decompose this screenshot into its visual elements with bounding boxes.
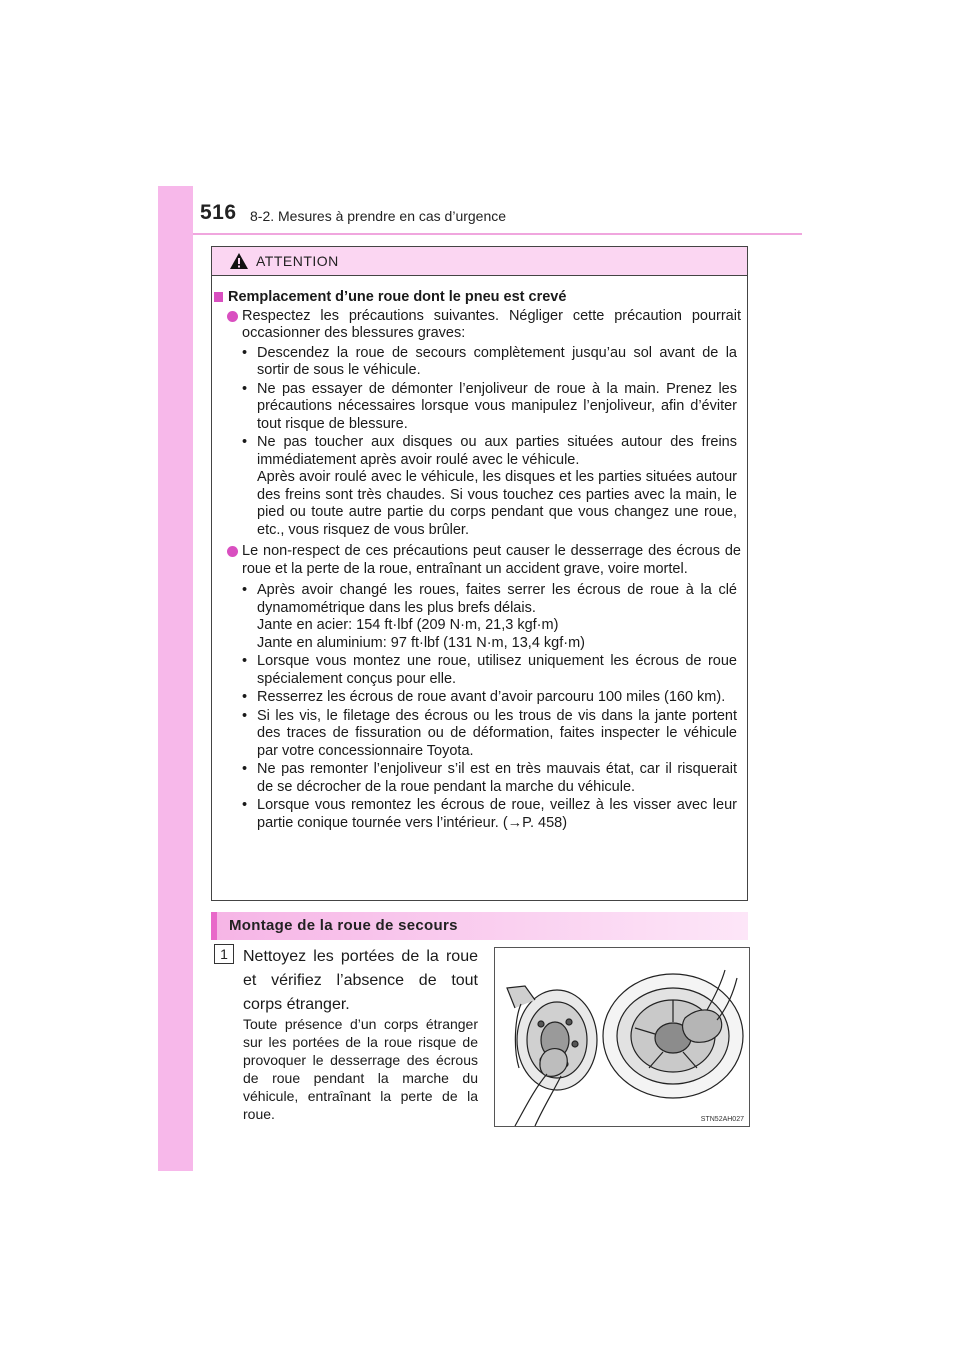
warning-item-1-text: Respectez les précautions suivantes. Négliger cette précaution pourrait occasionner des blessures graves: [242, 307, 741, 341]
circle-bullet-icon [227, 311, 238, 322]
section-title: 8-2. Mesures à prendre en cas d’urgence [250, 208, 507, 224]
bullet-item: • Lorsque vous remontez les écrous de roue, veillez à les visser avec leur partie conique tournée vers l’intérieur. (→P. 458) [242, 797, 737, 832]
header-divider [193, 233, 802, 235]
square-bullet-icon [214, 292, 223, 302]
warning-box [211, 246, 748, 901]
warning-heading [212, 289, 747, 307]
warning-body [212, 289, 747, 833]
step-number-badge: 1 [214, 944, 234, 964]
bullet-item: • Si les vis, le filetage des écrous ou les trous de vis dans la jante portent des traces de fissuration ou de déformation, faites inspecter le véhicule par votre concessionnaire Toyota. [242, 708, 737, 761]
warning-title: ATTENTION [256, 253, 339, 269]
bullet-item: • Descendez la roue de secours complètement jusqu’au sol avant de la sortir de sous le véhicule. [242, 345, 737, 380]
warning-header [212, 247, 747, 276]
warning-item-2-text: Le non-respect de ces précautions peut causer le desserrage des écrous de roue et la perte de la roue, entraînant un accident grave, voire mortel. [242, 543, 741, 577]
bullet-item: • Resserrez les écrous de roue avant d’avoir parcouru 100 miles (160 km). [242, 689, 737, 707]
circle-bullet-icon [227, 546, 238, 557]
warning-item-1-bullets [212, 345, 747, 540]
warning-triangle-icon [229, 252, 249, 270]
bullet-item: • Ne pas toucher aux disques ou aux parties situées autour des freins immédiatement après avoir roulé avec le véhicule. Après avoir roulé avec le véhicule, les disques et les parties situées autour des freins sont très chaudes. Si vous touchez ces parties avec la main, le pied ou toute autre partie du corps pendant que vous changez une roue, etc., vous risquez de vous brûler. [242, 434, 737, 539]
bullet-item: • Ne pas remonter l’enjoliveur s’il est en très mauvais état, car il risquerait de se décrocher de la roue pendant la marche du véhicule. [242, 761, 737, 796]
warning-item-1 [212, 308, 747, 343]
montage-heading: Montage de la roue de secours [229, 917, 458, 934]
bullet-item: • Lorsque vous montez une roue, utilisez uniquement les écrous de roue spécialement conçus pour elle. [242, 653, 737, 688]
bullet-item: • Ne pas essayer de démonter l’enjoliveur de roue à la main. Prenez les précautions nécessaires lorsque vous manipulez l’enjoliveur, afin d’éviter tout risque de blessure. [242, 381, 737, 434]
warning-item-2 [212, 543, 747, 578]
step-instruction: Nettoyez les portées de la roue et vérifiez l’absence de tout corps étranger. [243, 948, 478, 1013]
wheel-cleaning-illustration [494, 947, 750, 1127]
illustration-code: STN52AH027 [700, 1116, 744, 1123]
warning-item-2-bullets [212, 582, 747, 832]
montage-section-header [211, 912, 748, 940]
page-number: 516 [200, 201, 237, 224]
bullet-item: • Après avoir changé les roues, faites serrer les écrous de roue à la clé dynamométrique dans les plus brefs délais. Jante en acier: 154 ft·lbf (209 N·m, 21,3 kgf·m) Jante en aluminium: 97 ft·lbf (131 N·m, 13,4 kgf·m) [242, 582, 737, 652]
wheel-cleaning-drawing [495, 948, 749, 1126]
warning-heading-text: Remplacement d’une roue dont le pneu est crevé [228, 289, 567, 305]
chapter-sidebar-tab [158, 186, 193, 1171]
step-note: Toute présence d’un corps étranger sur les portées de la roue risque de provoquer le desserrage des écrous de roue pendant la marche du véhicule, entraînant la perte de la roue. [243, 1016, 478, 1122]
